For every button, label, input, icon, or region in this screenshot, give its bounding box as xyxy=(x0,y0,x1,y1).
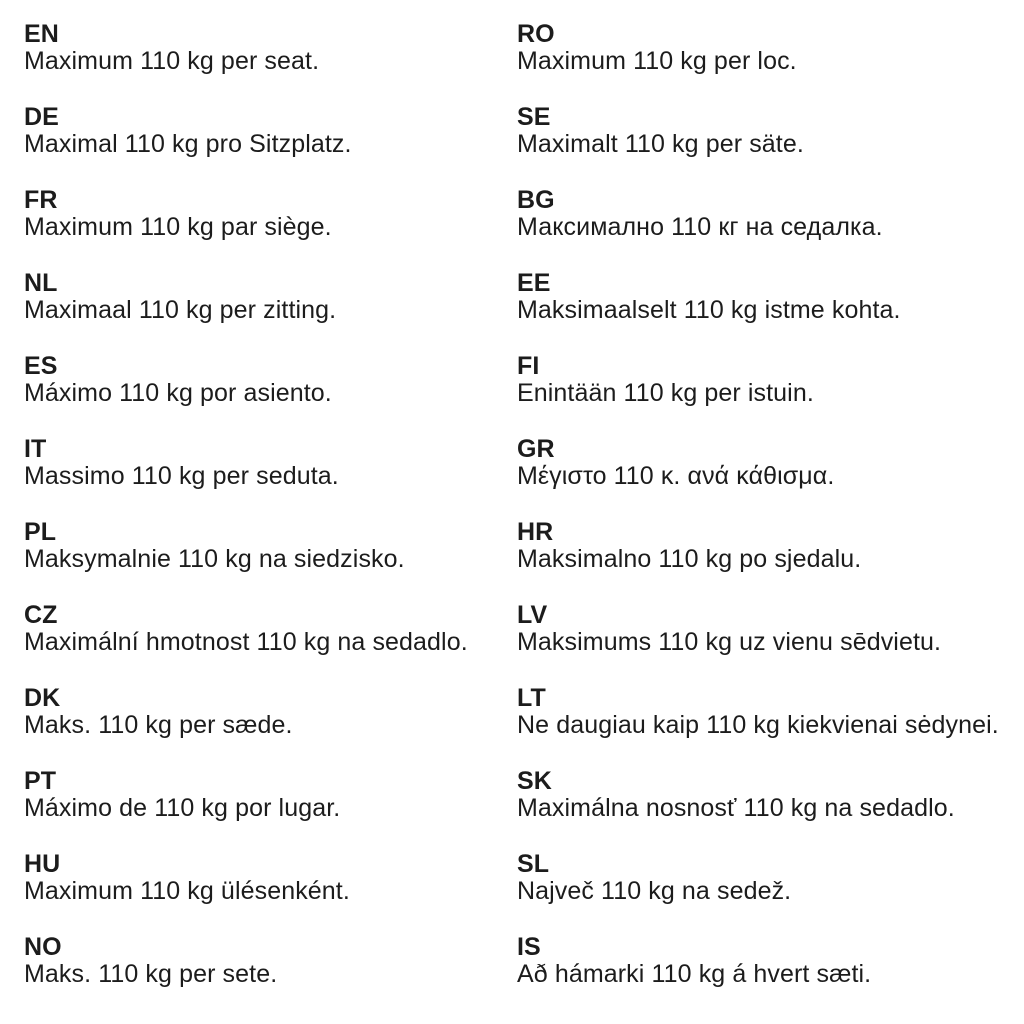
translation-text: Maximal 110 kg pro Sitzplatz. xyxy=(24,130,352,158)
language-entry xyxy=(517,187,1014,241)
language-code-label: LV xyxy=(517,601,548,629)
language-code-label: RO xyxy=(517,20,555,48)
language-entry xyxy=(517,768,1014,822)
translation-text: Massimo 110 kg per seduta. xyxy=(24,462,339,490)
language-code-label: HR xyxy=(517,518,554,546)
language-entry xyxy=(517,685,1014,739)
translation-text: Maximalt 110 kg per säte. xyxy=(517,130,804,158)
translation-text: Maks. 110 kg per sete. xyxy=(24,960,278,988)
language-entry xyxy=(517,851,1014,905)
translation-text: Maksimalno 110 kg po sjedalu. xyxy=(517,545,862,573)
language-entry xyxy=(517,21,1014,75)
language-code-label: IS xyxy=(517,933,541,961)
language-code-label: FI xyxy=(517,352,540,380)
language-entry xyxy=(24,851,517,905)
language-code-label: LT xyxy=(517,684,546,712)
translation-text: Að hámarki 110 kg á hvert sæti. xyxy=(517,960,872,988)
translation-text: Maximaal 110 kg per zitting. xyxy=(24,296,337,324)
translation-text: Enintään 110 kg per istuin. xyxy=(517,379,814,407)
language-code-label: PL xyxy=(24,518,57,546)
translation-text: Maximální hmotnost 110 kg na sedadlo. xyxy=(24,628,468,656)
translation-text: Максимално 110 кг на седалка. xyxy=(517,213,883,241)
language-code-label: NO xyxy=(24,933,62,961)
language-code-label: EN xyxy=(24,20,59,48)
translation-text: Maksimums 110 kg uz vienu sēdvietu. xyxy=(517,628,942,656)
language-entry xyxy=(24,104,517,158)
language-code-label: CZ xyxy=(24,601,58,629)
language-code-label: HU xyxy=(24,850,61,878)
language-entry xyxy=(517,436,1014,490)
language-code-label: EE xyxy=(517,269,551,297)
translation-text: Maximum 110 kg par siège. xyxy=(24,213,332,241)
translation-text: Največ 110 kg na sedež. xyxy=(517,877,792,905)
language-entry xyxy=(517,602,1014,656)
language-entry xyxy=(517,353,1014,407)
translation-text: Máximo de 110 kg por lugar. xyxy=(24,794,341,822)
language-code-label: IT xyxy=(24,435,47,463)
translation-text: Ne daugiau kaip 110 kg kiekvienai sėdynei. xyxy=(517,711,999,739)
language-code-label: SK xyxy=(517,767,552,795)
language-entry xyxy=(517,104,1014,158)
language-entry xyxy=(24,934,517,988)
language-column-left xyxy=(24,21,517,1024)
translation-text: Maksimaalselt 110 kg istme kohta. xyxy=(517,296,901,324)
translation-text: Μέγιστο 110 κ. ανά κάθισμα. xyxy=(517,462,835,490)
language-code-label: PT xyxy=(24,767,57,795)
translation-text: Maks. 110 kg per sæde. xyxy=(24,711,293,739)
language-entry xyxy=(24,187,517,241)
language-column-right xyxy=(517,21,1014,1024)
language-entry xyxy=(24,685,517,739)
language-entry xyxy=(24,768,517,822)
language-code-label: SL xyxy=(517,850,550,878)
language-code-label: BG xyxy=(517,186,555,214)
language-entry xyxy=(24,436,517,490)
language-code-label: FR xyxy=(24,186,58,214)
language-entry xyxy=(517,519,1014,573)
translation-text: Maximum 110 kg per loc. xyxy=(517,47,797,75)
language-entry xyxy=(24,602,517,656)
translation-text: Maximum 110 kg per seat. xyxy=(24,47,320,75)
language-code-label: SE xyxy=(517,103,551,131)
translation-text: Máximo 110 kg por asiento. xyxy=(24,379,332,407)
language-entry xyxy=(24,353,517,407)
language-entry xyxy=(517,934,1014,988)
translation-text: Maksymalnie 110 kg na siedzisko. xyxy=(24,545,405,573)
language-code-label: GR xyxy=(517,435,555,463)
language-entry xyxy=(24,21,517,75)
language-entry xyxy=(517,270,1014,324)
language-code-label: DK xyxy=(24,684,61,712)
language-code-label: ES xyxy=(24,352,58,380)
language-entry xyxy=(24,519,517,573)
language-code-label: DE xyxy=(24,103,59,131)
translation-text: Maximum 110 kg ülésenként. xyxy=(24,877,350,905)
language-entry xyxy=(24,270,517,324)
translation-text: Maximálna nosnosť 110 kg na sedadlo. xyxy=(517,794,955,822)
language-code-label: NL xyxy=(24,269,58,297)
